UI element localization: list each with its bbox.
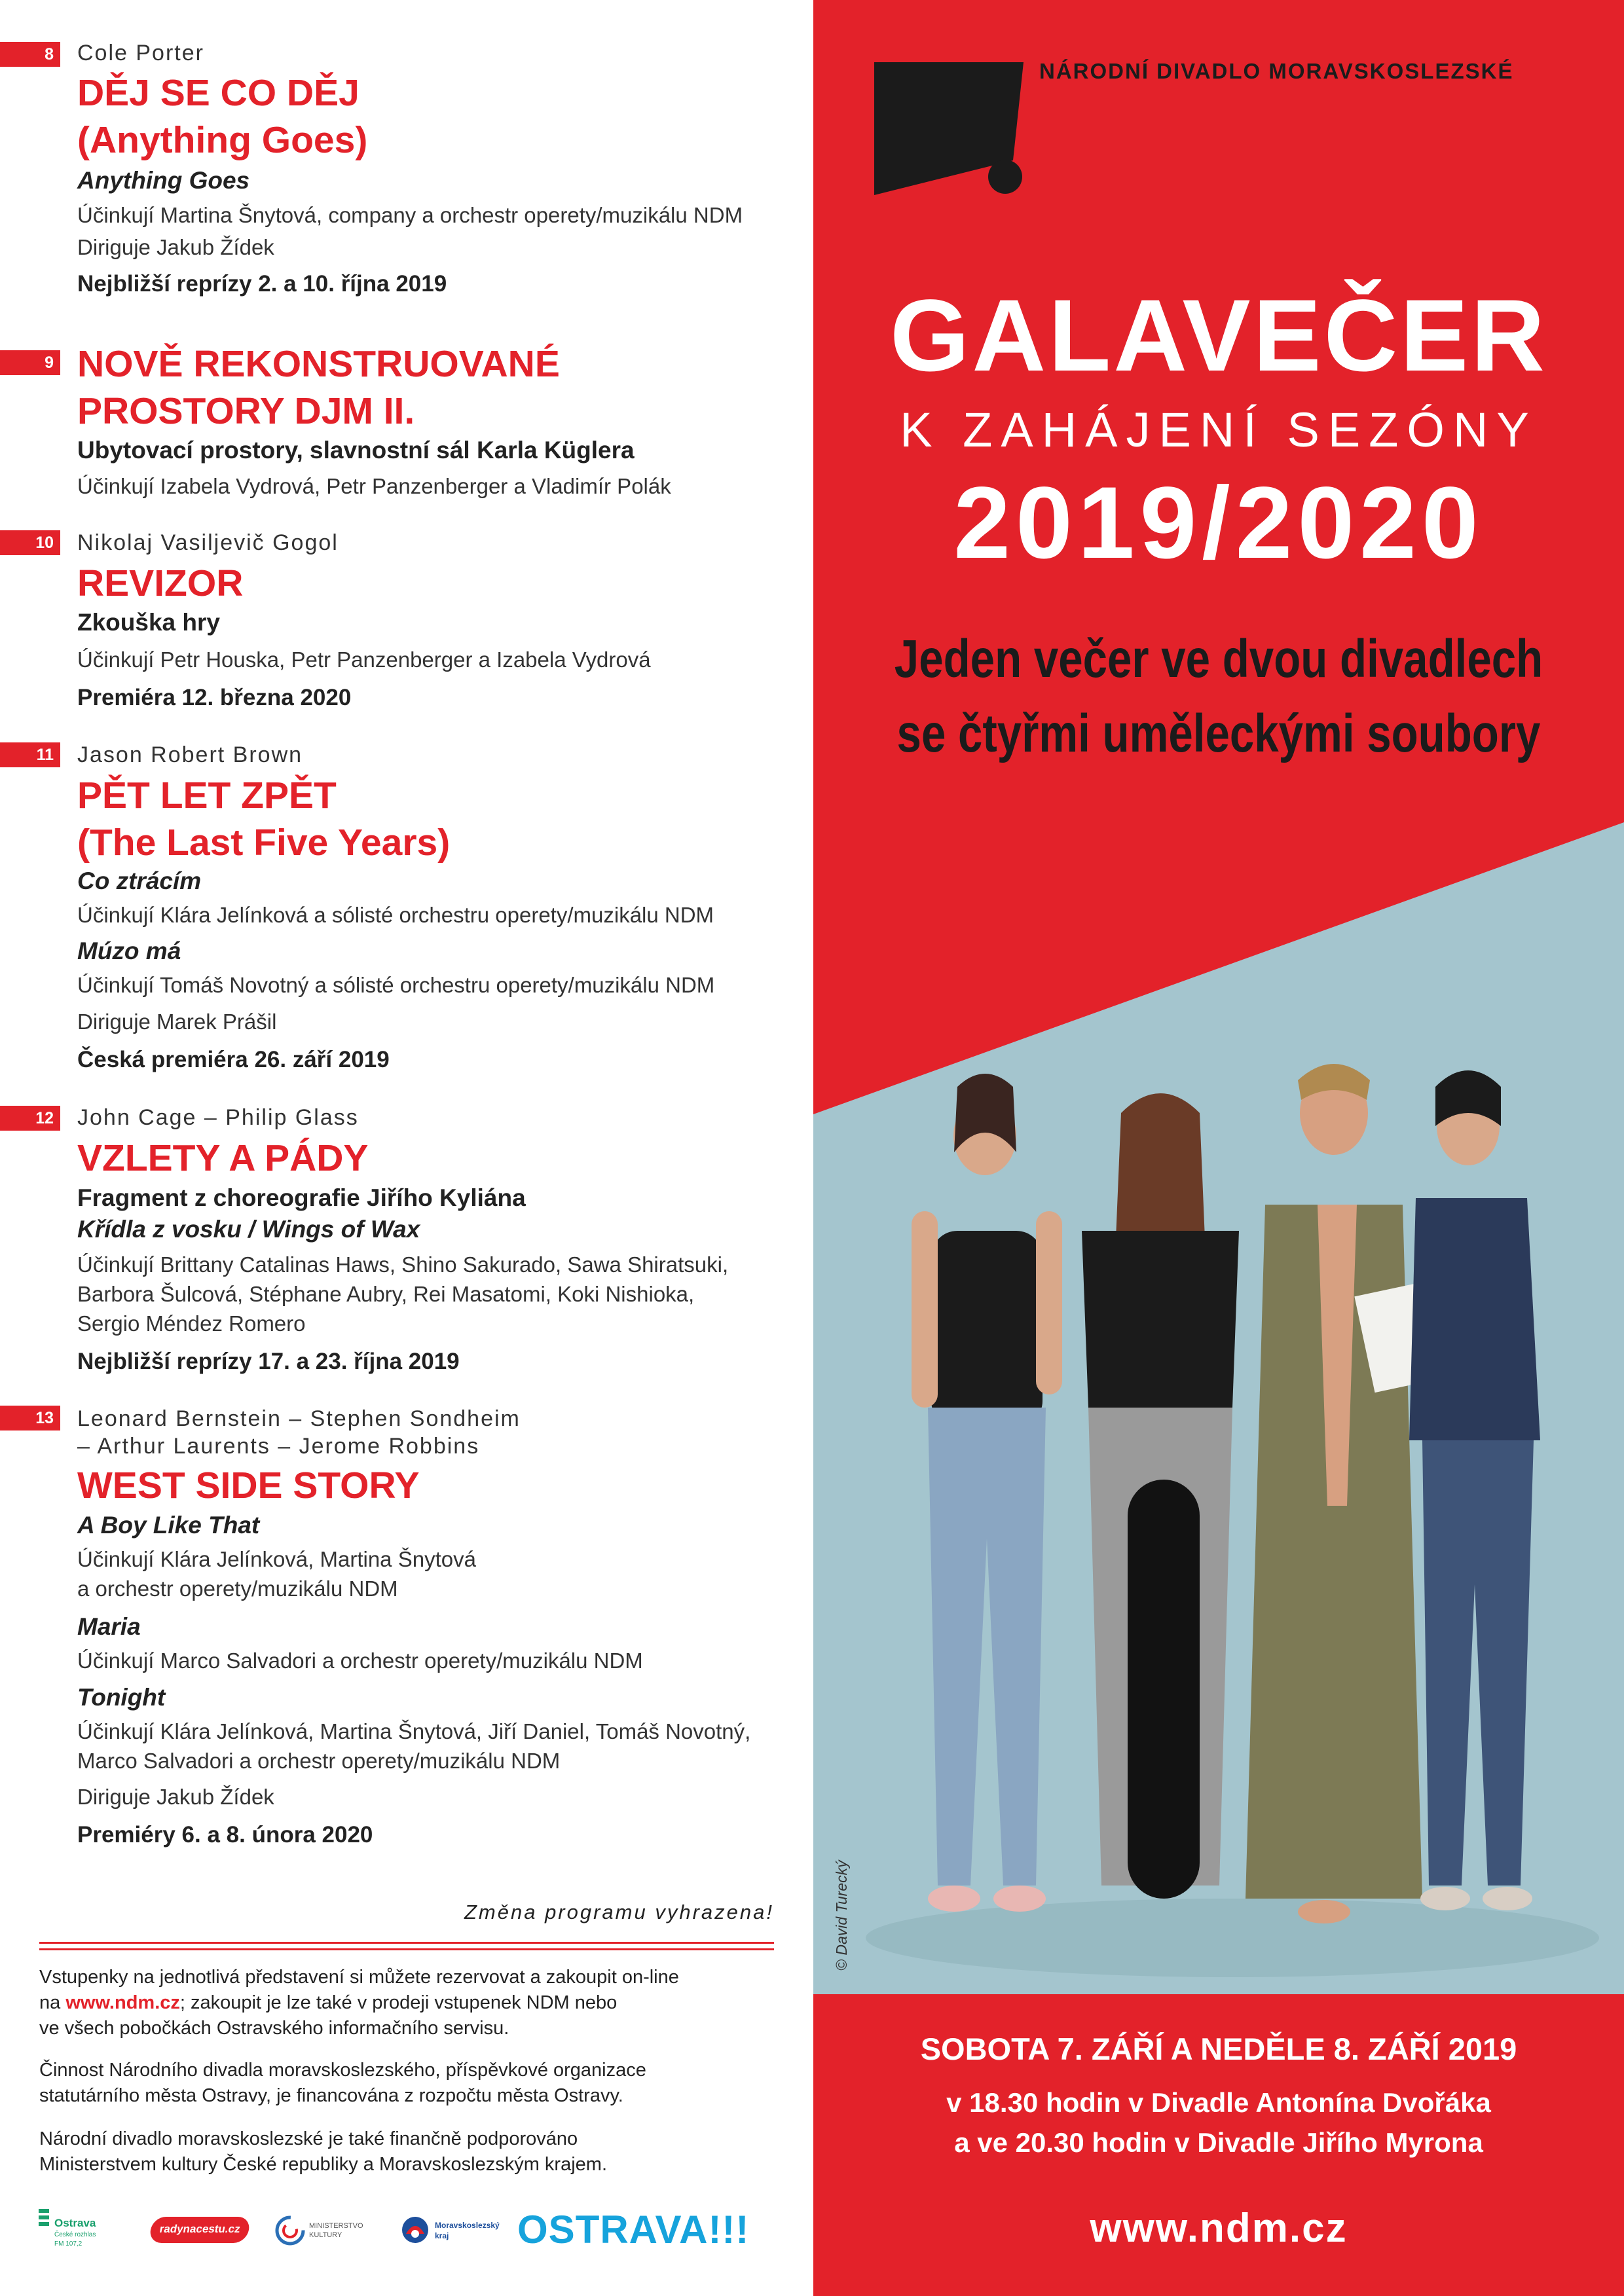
item-cast-2: Účinkují Marco Salvadori a orchestr operety/muzikálu NDM: [77, 1649, 643, 1673]
logo-text: radynacestu.cz: [158, 2223, 242, 2235]
headline-galavecer: GALAVEČER: [890, 279, 1547, 393]
item-subtitle: Co ztrácím: [77, 867, 202, 894]
item-subtitle-2: Křídla z vosku / Wings of Wax: [77, 1216, 420, 1243]
item-number-badge: 8: [0, 42, 60, 67]
ostrava-city-logo: OSTRAVA!!!: [517, 2208, 750, 2251]
ndm-logo-icon: [874, 62, 1025, 196]
item-author-line2: – Arthur Laurents – Jerome Robbins: [77, 1434, 480, 1459]
footer-text-line: Činnost Národního divadla moravskoslezského, příspěvkové organizace: [39, 2060, 646, 2081]
item-title: PĚT LET ZPĚT: [77, 774, 337, 816]
item-dates: Nejbližší reprízy 17. a 23. října 2019: [77, 1349, 460, 1374]
item-subtitle: Anything Goes: [77, 167, 250, 194]
item-subtitle: Ubytovací prostory, slavnostní sál Karla Küglera: [77, 437, 635, 464]
item-title: VZLETY A PÁDY: [77, 1137, 369, 1179]
ministry-emblem-icon: [275, 2215, 305, 2246]
website-url[interactable]: www.ndm.cz: [1090, 2206, 1348, 2251]
item-subtitle-2: Maria: [77, 1613, 141, 1640]
footer-text-part: ; zakoupit je lze také v prodeji vstupenek NDM nebo: [179, 1992, 618, 2013]
item-number-badge: 12: [0, 1106, 60, 1131]
item-title-line2: (The Last Five Years): [77, 822, 451, 864]
divider-line: [39, 1942, 774, 1944]
item-conductor: Diriguje Jakub Žídek: [77, 1785, 274, 1809]
item-number-badge: 9: [0, 350, 60, 375]
cesky-rozhlas-ostrava-logo: [36, 2206, 121, 2259]
item-number-badge: 10: [0, 530, 60, 555]
rozhlas-icon: [36, 2209, 52, 2235]
item-cast-3: Účinkují Klára Jelínková, Martina Šnytová, Jiří Daniel, Tomáš Novotný,: [77, 1719, 751, 1743]
logo-text: Moravskoslezský: [435, 2221, 500, 2230]
headline-season-opening: K ZAHÁJENÍ SEZÓNY: [900, 403, 1538, 457]
logo-subtext: FM 107,2: [54, 2240, 83, 2248]
event-date: SOBOTA 7. ZÁŘÍ A NEDĚLE 8. ZÁŘÍ 2019: [920, 2032, 1517, 2066]
item-cast-line2: a orchestr operety/muzikálu NDM: [77, 1576, 398, 1601]
item-cast-line3: Sergio Méndez Romero: [77, 1311, 306, 1336]
organization-name: NÁRODNÍ DIVADLO MORAVSKOSLEZSKÉ: [1039, 59, 1514, 83]
tagline-line1: Jeden večer ve dvou divadlech: [894, 629, 1543, 689]
item-subtitle-2: Múzo má: [77, 938, 181, 964]
footer-text-line: Národní divadlo moravskoslezské je také finančně podporováno: [39, 2128, 578, 2149]
footer-text-line: [39, 1990, 617, 2016]
item-cast-3-line2: Marco Salvadori a orchestr operety/muzikálu NDM: [77, 1749, 561, 1773]
item-author: Jason Robert Brown: [77, 742, 303, 767]
item-title-line2: (Anything Goes): [77, 119, 368, 161]
item-author: John Cage – Philip Glass: [77, 1105, 359, 1130]
item-title: WEST SIDE STORY: [77, 1465, 420, 1506]
logo-text: MINISTERSTVO: [309, 2222, 363, 2230]
item-title-line2: PROSTORY DJM II.: [77, 390, 415, 432]
item-author: Nikolaj Vasiljevič Gogol: [77, 530, 339, 555]
item-conductor: Diriguje Jakub Žídek: [77, 235, 274, 259]
item-number-badge: 11: [0, 742, 60, 767]
item-dates: Česká premiéra 26. září 2019: [77, 1047, 390, 1072]
photo-credit: © David Turecký: [833, 1860, 850, 1971]
item-cast: Účinkují Petr Houska, Petr Panzenberger a Izabela Vydrová: [77, 647, 651, 672]
program-change-note: Změna programu vyhrazena!: [464, 1901, 774, 1923]
logo-text: Ostrava: [54, 2217, 96, 2229]
item-author: Leonard Bernstein – Stephen Sondheim: [77, 1406, 521, 1431]
item-dates: Premiéra 12. března 2020: [77, 685, 352, 710]
event-time-1: v 18.30 hodin v Divadle Antonína Dvořáka: [946, 2087, 1491, 2118]
tagline: [813, 622, 1624, 771]
item-subtitle: Fragment z choreografie Jiřího Kyliána: [77, 1184, 526, 1211]
item-cast: Účinkují Klára Jelínková a sólisté orchestru operety/muzikálu NDM: [77, 903, 714, 927]
moravskoslezsky-kraj-logo: [399, 2212, 504, 2251]
logo-text: KULTURY: [309, 2231, 342, 2239]
logo-text: kraj: [435, 2231, 449, 2240]
item-cast: Účinkují Klára Jelínková, Martina Šnytová: [77, 1547, 476, 1571]
website-link[interactable]: www.ndm.cz: [65, 1992, 180, 2013]
footer-text-line: Vstupenky na jednotlivá představení si můžete rezervovat a zakoupit on-line: [39, 1967, 679, 1988]
item-title: REVIZOR: [77, 562, 244, 604]
item-conductor: Diriguje Marek Prášil: [77, 1010, 277, 1034]
divider-line: [39, 1948, 774, 1950]
headline-season-years: 2019/2020: [953, 466, 1484, 580]
tagline-line2: se čtyřmi uměleckými soubory: [896, 704, 1541, 763]
item-number-badge: 13: [0, 1406, 60, 1430]
radynacestu-logo: [148, 2217, 251, 2243]
event-time-2: a ve 20.30 hodin v Divadle Jiřího Myrona: [954, 2127, 1483, 2158]
item-cast: Účinkují Martina Šnytová, company a orchestr operety/muzikálu NDM: [77, 203, 743, 227]
footer-text-line: statutárního města Ostravy, je financována z rozpočtu města Ostravy.: [39, 2085, 623, 2106]
item-cast: Účinkují Brittany Catalinas Haws, Shino Sakurado, Sawa Shiratsuki,: [77, 1252, 729, 1277]
event-poster-panel: [813, 0, 1624, 2296]
ministerstvo-kultury-logo: [275, 2212, 380, 2251]
item-cast-line2: Barbora Šulcová, Stéphane Aubry, Rei Masatomi, Koki Nishioka,: [77, 1282, 695, 1306]
item-cast: Účinkují Izabela Vydrová, Petr Panzenberger a Vladimír Polák: [77, 474, 671, 498]
item-author: Cole Porter: [77, 41, 204, 65]
item-subtitle: Zkouška hry: [77, 609, 220, 636]
item-title: NOVĚ REKONSTRUOVANÉ: [77, 343, 560, 385]
item-subtitle-3: Tonight: [77, 1684, 166, 1711]
footer-text-part: na: [39, 1992, 66, 2013]
kraj-emblem-icon: [399, 2214, 431, 2246]
item-title: DĚJ SE CO DĚJ: [77, 72, 360, 114]
footer-text-line: ve všech pobočkách Ostravského informačního servisu.: [39, 2018, 509, 2039]
sponsor-logos: [36, 2206, 776, 2259]
item-cast-2: Účinkují Tomáš Novotný a sólisté orchestru operety/muzikálu NDM: [77, 973, 715, 997]
item-subtitle: A Boy Like That: [77, 1512, 260, 1539]
item-dates: Premiéry 6. a 8. února 2020: [77, 1822, 373, 1848]
footer-text-line: Ministerstvem kultury České republiky a Moravskoslezským krajem.: [39, 2154, 607, 2175]
logo-subtext: České rozhlas: [54, 2231, 96, 2238]
item-dates: Nejbližší reprízy 2. a 10. října 2019: [77, 271, 447, 297]
